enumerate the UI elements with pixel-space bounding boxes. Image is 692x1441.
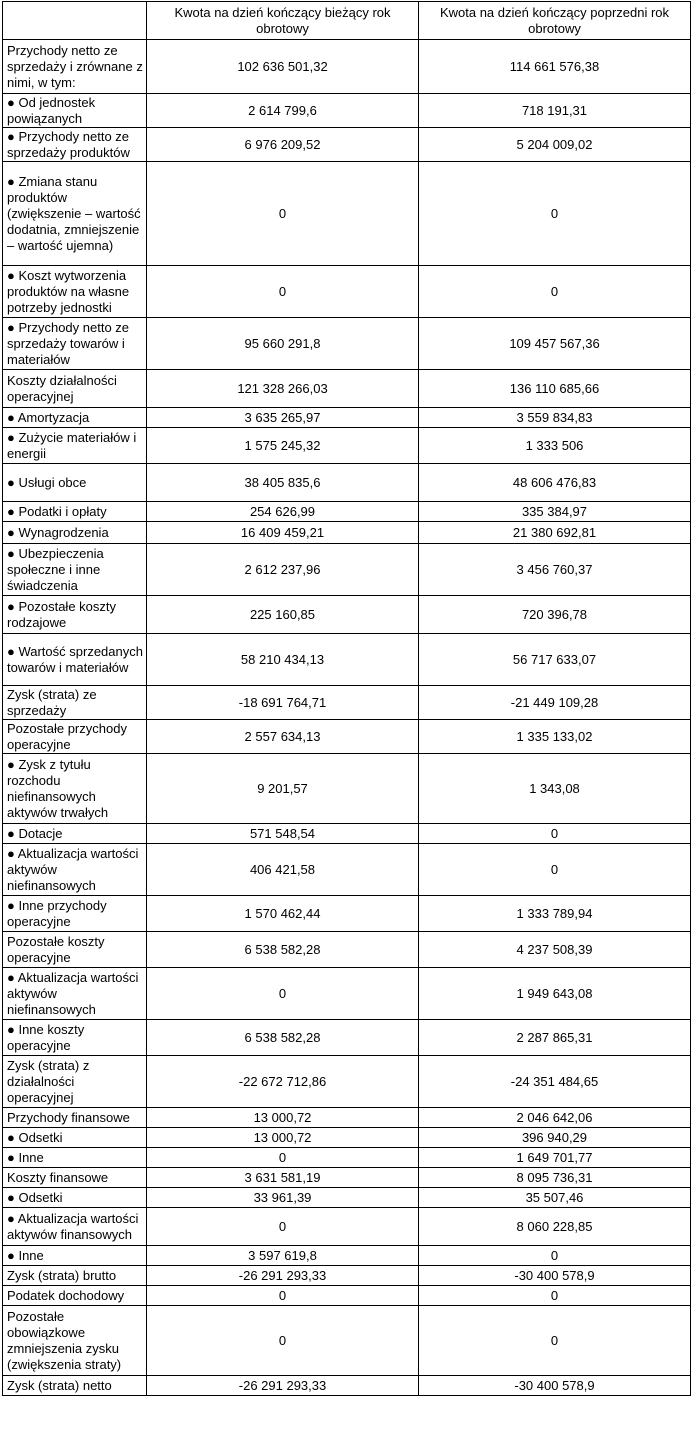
table-row [3,844,691,896]
value-current-year: 2 612 237,96 [147,544,419,596]
table-row [3,634,691,686]
value-previous-year: 5 204 009,02 [419,128,691,162]
table-row [3,94,691,128]
value-current-year: 13 000,72 [147,1128,419,1148]
table-row [3,318,691,370]
row-label: ● Odsetki [3,1188,147,1208]
row-label: ● Aktualizacja wartości aktywów finansowych [3,1208,147,1246]
table-row [3,128,691,162]
value-previous-year: 2 287 865,31 [419,1020,691,1056]
table-row [3,932,691,968]
row-label: Przychody finansowe [3,1108,147,1128]
value-current-year: -26 291 293,33 [147,1266,419,1286]
row-label: ● Inne [3,1148,147,1168]
table-row [3,1148,691,1168]
income-statement-table [2,1,691,1396]
value-previous-year: 3 456 760,37 [419,544,691,596]
row-label: Pozostałe obowiązkowe zmniejszenia zysku (zwiększenia straty) [3,1306,147,1376]
row-label: ● Przychody netto ze sprzedaży towarów i materiałów [3,318,147,370]
table-row [3,370,691,408]
value-current-year: -18 691 764,71 [147,686,419,720]
value-current-year: 38 405 835,6 [147,464,419,502]
value-previous-year: 136 110 685,66 [419,370,691,408]
value-current-year: 13 000,72 [147,1108,419,1128]
row-label: ● Odsetki [3,1128,147,1148]
value-current-year: 1 570 462,44 [147,896,419,932]
row-label: ● Koszt wytworzenia produktów na własne potrzeby jednostki [3,266,147,318]
value-previous-year: 1 335 133,02 [419,720,691,754]
value-previous-year: 0 [419,844,691,896]
value-current-year: 102 636 501,32 [147,40,419,94]
table-row [3,596,691,634]
value-current-year: 6 538 582,28 [147,932,419,968]
value-previous-year: 0 [419,824,691,844]
header-previous-year: Kwota na dzień kończący poprzedni rok obrotowy [419,2,691,40]
value-current-year: -26 291 293,33 [147,1376,419,1396]
row-label: ● Aktualizacja wartości aktywów niefinansowych [3,968,147,1020]
value-current-year: 0 [147,1306,419,1376]
table-row [3,968,691,1020]
table-row [3,720,691,754]
value-current-year: 6 976 209,52 [147,128,419,162]
value-current-year: 0 [147,266,419,318]
table-row [3,824,691,844]
value-previous-year: 0 [419,1286,691,1306]
row-label: ● Wynagrodzenia [3,522,147,544]
value-previous-year: -30 400 578,9 [419,1376,691,1396]
value-current-year: 571 548,54 [147,824,419,844]
value-previous-year: 114 661 576,38 [419,40,691,94]
row-label: Zysk (strata) netto [3,1376,147,1396]
row-label: ● Inne koszty operacyjne [3,1020,147,1056]
table-row [3,162,691,266]
value-previous-year: 1 333 789,94 [419,896,691,932]
value-previous-year: 8 060 228,85 [419,1208,691,1246]
table-row [3,1056,691,1108]
table-row [3,1376,691,1396]
row-label: Koszty finansowe [3,1168,147,1188]
table-row [3,686,691,720]
value-current-year: 121 328 266,03 [147,370,419,408]
value-current-year: 6 538 582,28 [147,1020,419,1056]
value-current-year: 2 557 634,13 [147,720,419,754]
value-previous-year: -30 400 578,9 [419,1266,691,1286]
value-current-year: 0 [147,1148,419,1168]
header-row [3,2,691,40]
row-label: Pozostałe koszty operacyjne [3,932,147,968]
row-label: ● Usługi obce [3,464,147,502]
table-row [3,40,691,94]
value-previous-year: 0 [419,1246,691,1266]
value-previous-year: 2 046 642,06 [419,1108,691,1128]
row-label: ● Zysk z tytułu rozchodu niefinansowych aktywów trwałych [3,754,147,824]
value-previous-year: 109 457 567,36 [419,318,691,370]
value-previous-year: 1 333 506 [419,428,691,464]
row-label: Zysk (strata) brutto [3,1266,147,1286]
table-row [3,266,691,318]
value-previous-year: 718 191,31 [419,94,691,128]
value-previous-year: -24 351 484,65 [419,1056,691,1108]
value-current-year: 2 614 799,6 [147,94,419,128]
table-row [3,1020,691,1056]
value-current-year: 0 [147,1208,419,1246]
table-row [3,428,691,464]
table-row [3,1108,691,1128]
value-previous-year: 1 649 701,77 [419,1148,691,1168]
value-current-year: 95 660 291,8 [147,318,419,370]
table-body [3,40,691,1396]
header-label-cell [3,2,147,40]
row-label: ● Aktualizacja wartości aktywów niefinansowych [3,844,147,896]
row-label: Podatek dochodowy [3,1286,147,1306]
row-label: ● Ubezpieczenia społeczne i inne świadczenia [3,544,147,596]
value-previous-year: 396 940,29 [419,1128,691,1148]
row-label: Zysk (strata) z działalności operacyjnej [3,1056,147,1108]
value-previous-year: 21 380 692,81 [419,522,691,544]
value-previous-year: 35 507,46 [419,1188,691,1208]
value-previous-year: 0 [419,162,691,266]
value-current-year: 406 421,58 [147,844,419,896]
value-previous-year: 720 396,78 [419,596,691,634]
row-label: ● Podatki i opłaty [3,502,147,522]
row-label: Koszty działalności operacyjnej [3,370,147,408]
value-previous-year: 4 237 508,39 [419,932,691,968]
table-row [3,1306,691,1376]
value-previous-year: 0 [419,1306,691,1376]
row-label: ● Pozostałe koszty rodzajowe [3,596,147,634]
value-previous-year: 1 949 643,08 [419,968,691,1020]
row-label: ● Od jednostek powiązanych [3,94,147,128]
value-previous-year: 48 606 476,83 [419,464,691,502]
value-current-year: 3 635 265,97 [147,408,419,428]
value-current-year: 0 [147,1286,419,1306]
row-label: ● Zmiana stanu produktów (zwiększenie – wartość dodatnia, zmniejszenie – wartość ujemna) [3,162,147,266]
row-label: Przychody netto ze sprzedaży i zrównane z nimi, w tym: [3,40,147,94]
table-row [3,522,691,544]
table-row [3,464,691,502]
row-label: Zysk (strata) ze sprzedaży [3,686,147,720]
value-current-year: 33 961,39 [147,1188,419,1208]
row-label: ● Przychody netto ze sprzedaży produktów [3,128,147,162]
value-current-year: 3 597 619,8 [147,1246,419,1266]
value-current-year: 3 631 581,19 [147,1168,419,1188]
value-previous-year: -21 449 109,28 [419,686,691,720]
value-previous-year: 3 559 834,83 [419,408,691,428]
value-current-year: 0 [147,162,419,266]
header-current-year: Kwota na dzień kończący bieżący rok obrotowy [147,2,419,40]
row-label: Pozostałe przychody operacyjne [3,720,147,754]
table-row [3,408,691,428]
value-previous-year: 1 343,08 [419,754,691,824]
value-current-year: 1 575 245,32 [147,428,419,464]
table-row [3,754,691,824]
table-row [3,896,691,932]
value-previous-year: 56 717 633,07 [419,634,691,686]
value-previous-year: 335 384,97 [419,502,691,522]
table-row [3,1286,691,1306]
table-row [3,1246,691,1266]
value-current-year: -22 672 712,86 [147,1056,419,1108]
row-label: ● Zużycie materiałów i energii [3,428,147,464]
table-row [3,1128,691,1148]
row-label: ● Inne przychody operacyjne [3,896,147,932]
table-row [3,544,691,596]
value-previous-year: 8 095 736,31 [419,1168,691,1188]
table-row [3,1168,691,1188]
table-row [3,1208,691,1246]
row-label: ● Dotacje [3,824,147,844]
value-current-year: 9 201,57 [147,754,419,824]
value-current-year: 58 210 434,13 [147,634,419,686]
value-current-year: 254 626,99 [147,502,419,522]
row-label: ● Wartość sprzedanych towarów i materiałów [3,634,147,686]
value-current-year: 225 160,85 [147,596,419,634]
row-label: ● Amortyzacja [3,408,147,428]
table-row [3,1188,691,1208]
table-row [3,1266,691,1286]
table-row [3,502,691,522]
value-current-year: 16 409 459,21 [147,522,419,544]
value-previous-year: 0 [419,266,691,318]
row-label: ● Inne [3,1246,147,1266]
value-current-year: 0 [147,968,419,1020]
